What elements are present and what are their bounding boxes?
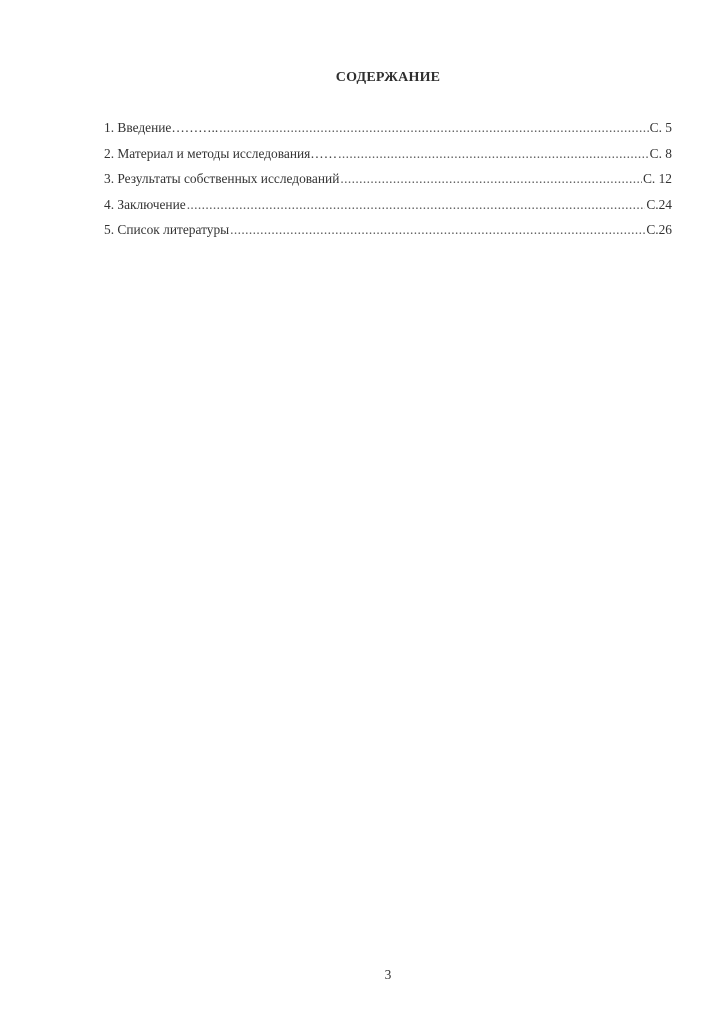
table-of-contents xyxy=(104,120,672,248)
toc-entry-label: 1. Введение……….. xyxy=(104,120,219,135)
toc-dot-leader xyxy=(340,171,642,187)
toc-entry-label: 2. Материал и методы исследования…… xyxy=(104,145,338,161)
toc-entry-page: С. 8 xyxy=(649,145,672,161)
toc-entry xyxy=(104,120,672,146)
toc-entry-label: 4. Заключение xyxy=(104,196,186,212)
toc-dot-leader xyxy=(338,146,649,162)
toc-entry xyxy=(104,171,672,197)
toc-dot-leader xyxy=(230,222,645,238)
toc-entry-page: С.24 xyxy=(646,196,672,212)
toc-entry-label: 5. Список литературы xyxy=(104,222,230,237)
toc-dot-leader xyxy=(187,197,646,213)
toc-entry-label: 3. Результаты собственных исследований xyxy=(104,171,340,186)
toc-dot-leader xyxy=(219,120,648,136)
toc-entry-page: С. 12 xyxy=(642,171,672,186)
toc-title: СОДЕРЖАНИЕ xyxy=(335,70,441,85)
toc-entry xyxy=(104,197,672,223)
toc-entry-page: С. 5 xyxy=(649,120,672,135)
toc-entry-page: С.26 xyxy=(646,222,672,237)
toc-entry xyxy=(104,146,672,172)
page-number: 3 xyxy=(384,967,392,982)
toc-entry xyxy=(104,222,672,248)
